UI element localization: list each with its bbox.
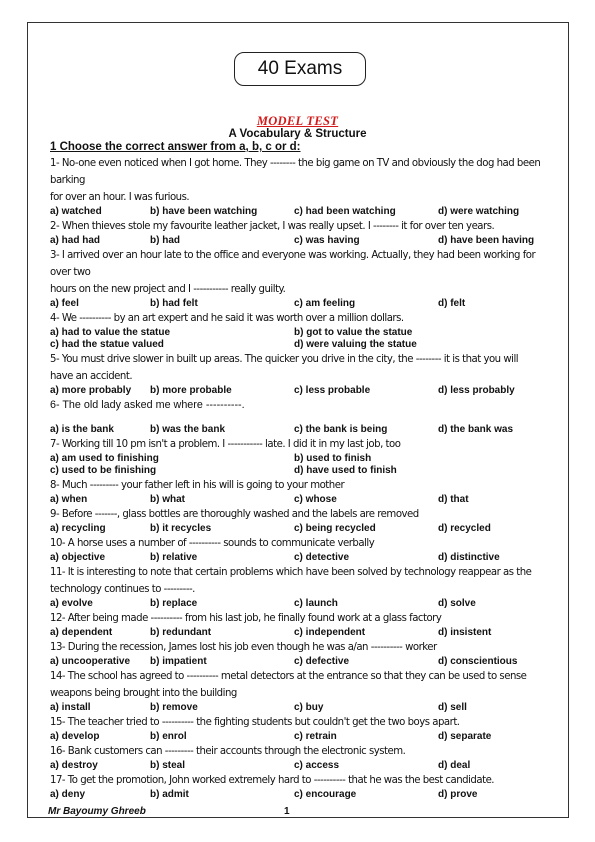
answer-option[interactable]: a) am used to finishing (50, 453, 159, 464)
question-text: weapons being brought into the building (50, 688, 237, 699)
answer-option[interactable]: b) got to value the statue (294, 327, 413, 338)
answer-option[interactable]: b) had felt (150, 298, 198, 309)
options-row (50, 627, 560, 639)
answer-option[interactable]: b) remove (150, 702, 198, 713)
question-item (50, 714, 560, 743)
question-text: 11- It is interesting to note that certain problems which have been solved by technology reappear as the (50, 567, 532, 578)
answer-option[interactable]: d) have been having (438, 235, 535, 246)
answer-option[interactable]: d) felt (438, 298, 466, 309)
answer-option[interactable]: c) the bank is being (294, 424, 388, 435)
answer-option[interactable]: d) solve (438, 598, 476, 609)
options-row (50, 206, 560, 218)
question-text: 7- Working till 10 pm isn't a problem. I ----------- late. I did it in my last job, too (50, 439, 401, 450)
answer-option[interactable]: a) dependent (50, 627, 113, 638)
section-heading: A Vocabulary & Structure (228, 128, 367, 140)
answer-option[interactable]: c) independent (294, 627, 366, 638)
answer-option[interactable]: b) it recycles (150, 523, 212, 534)
answer-option[interactable]: d) that (438, 494, 469, 505)
options-row (50, 235, 560, 247)
answer-option[interactable]: c) access (294, 760, 340, 771)
question-item (50, 610, 560, 639)
answer-option[interactable]: c) buy (294, 702, 324, 713)
answer-option[interactable]: c) encourage (294, 789, 357, 800)
answer-option[interactable]: d) separate (438, 731, 492, 742)
answer-option[interactable]: b) replace (150, 598, 198, 609)
answer-option[interactable]: d) distinctive (438, 552, 500, 563)
answer-option[interactable]: c) retrain (294, 731, 337, 742)
question-item (50, 564, 560, 610)
question-text: 1- No-one even noticed when I got home. They -------- the big game on TV and obviously the dog had been barking (50, 158, 541, 186)
exam-title: 40 Exams (257, 58, 343, 79)
options-row (50, 424, 560, 436)
question-item (50, 310, 560, 351)
exam-title-box (234, 52, 366, 86)
answer-option[interactable]: c) had the statue valued (50, 339, 164, 350)
answer-option[interactable]: a) more probably (50, 385, 132, 396)
question-item (50, 155, 560, 218)
answer-option[interactable]: b) more probable (150, 385, 232, 396)
instruction: 1 Choose the correct answer from a, b, c or d: (50, 141, 301, 153)
question-item (50, 247, 560, 310)
question-text: 15- The teacher tried to ---------- the fighting students but couldn't get the two boys apart. (50, 717, 460, 728)
answer-option[interactable]: b) redundant (150, 627, 212, 638)
answer-option[interactable]: b) enrol (150, 731, 187, 742)
footer-author: Mr Bayoumy Ghreeb (48, 806, 146, 817)
answer-option[interactable]: d) the bank was (438, 424, 514, 435)
options-row (50, 598, 560, 610)
answer-option[interactable]: c) was having (294, 235, 360, 246)
answer-option[interactable]: a) deny (50, 789, 86, 800)
answer-option[interactable]: b) had (150, 235, 180, 246)
answer-option[interactable]: c) used to be finishing (50, 465, 157, 476)
options-row (50, 760, 560, 772)
answer-option[interactable]: a) evolve (50, 598, 93, 609)
question-text: 10- A horse uses a number of ---------- sounds to communicate verbally (50, 538, 375, 549)
answer-option[interactable]: d) less probably (438, 385, 515, 396)
answer-option[interactable]: c) launch (294, 598, 338, 609)
answer-option[interactable]: b) steal (150, 760, 186, 771)
answer-option[interactable]: d) deal (438, 760, 471, 771)
answer-option[interactable]: b) have been watching (150, 206, 258, 217)
options-row (50, 327, 560, 339)
answer-option[interactable]: b) used to finish (294, 453, 372, 464)
options-row (50, 494, 560, 506)
answer-option[interactable]: b) relative (150, 552, 198, 563)
options-row (50, 385, 560, 397)
answer-option[interactable]: b) was the bank (150, 424, 226, 435)
question-text: for over an hour. I was furious. (50, 192, 190, 203)
model-test-heading: MODEL TEST (256, 114, 339, 128)
answer-option[interactable]: a) watched (50, 206, 102, 217)
answer-option[interactable]: a) recycling (50, 523, 106, 534)
answer-option[interactable]: a) feel (50, 298, 79, 309)
question-text: 14- The school has agreed to ---------- metal detectors at the entrance so that they can be used to sense (50, 671, 527, 682)
answer-option[interactable]: c) whose (294, 494, 337, 505)
question-text: have an accident. (50, 371, 133, 382)
options-row (50, 789, 560, 801)
question-text: 17- To get the promotion, John worked extremely hard to ---------- that he was the best candidate. (50, 775, 495, 786)
question-item (50, 668, 560, 714)
page-number: 1 (284, 806, 290, 817)
question-text: hours on the new project and I ----------- really guilty. (50, 284, 286, 295)
question-text: 4- We ---------- by an art expert and he said it was worth over a million dollars. (50, 313, 404, 324)
answer-option[interactable]: a) objective (50, 552, 106, 563)
answer-option[interactable]: b) admit (150, 789, 189, 800)
question-item (50, 436, 560, 477)
options-row (50, 339, 560, 351)
answer-option[interactable]: a) install (50, 702, 91, 713)
options-row (50, 731, 560, 743)
answer-option[interactable]: c) defective (294, 656, 350, 667)
options-row (50, 523, 560, 535)
question-item (50, 506, 560, 535)
question-text: 12- After being made ---------- from his last job, he finally found work at a glass factory (50, 613, 442, 624)
question-text: 13- During the recession, James lost his job even though he was a/an ---------- worker (50, 642, 437, 653)
answer-option[interactable]: c) being recycled (294, 523, 376, 534)
question-item (50, 772, 560, 801)
answer-option[interactable]: a) develop (50, 731, 100, 742)
answer-option[interactable]: a) uncooperative (50, 656, 131, 667)
answer-option[interactable]: a) is the bank (50, 424, 114, 435)
answer-option[interactable]: d) recycled (438, 523, 491, 534)
answer-option[interactable]: c) had been watching (294, 206, 396, 217)
answer-option[interactable]: b) what (150, 494, 185, 505)
options-row (50, 656, 560, 668)
answer-option[interactable]: c) detective (294, 552, 350, 563)
question-item (50, 639, 560, 668)
answer-option[interactable]: d) were valuing the statue (294, 339, 417, 350)
questions-list (50, 155, 560, 801)
question-item (50, 218, 560, 247)
options-row (50, 702, 560, 714)
answer-option[interactable]: d) insistent (438, 627, 492, 638)
question-item (50, 397, 560, 436)
question-text: 2- When thieves stole my favourite leather jacket, I was really upset. I -------- it for over ten years. (50, 221, 495, 232)
options-row (50, 453, 560, 465)
question-text: 16- Bank customers can --------- their accounts through the electronic system. (50, 746, 406, 757)
question-text: technology continues to ---------. (50, 584, 195, 595)
answer-option[interactable]: a) destroy (50, 760, 98, 771)
answer-option[interactable]: c) am feeling (294, 298, 356, 309)
answer-option[interactable]: d) sell (438, 702, 467, 713)
question-item (50, 477, 560, 506)
answer-option[interactable]: d) were watching (438, 206, 520, 217)
options-row (50, 298, 560, 310)
answer-option[interactable]: a) had to value the statue (50, 327, 171, 338)
question-item (50, 743, 560, 772)
question-text: 6- The old lady asked me where ----------. (50, 399, 245, 411)
answer-option[interactable]: c) less probable (294, 385, 371, 396)
options-row (50, 552, 560, 564)
question-text: 8- Much --------- your father left in his will is going to your mother (50, 480, 345, 491)
question-text: 5- You must drive slower in built up areas. The quicker you drive in the city, the -------- it is that you will (50, 354, 519, 365)
answer-option[interactable]: d) conscientious (438, 656, 518, 667)
options-row (50, 465, 560, 477)
answer-option[interactable]: a) had had (50, 235, 101, 246)
question-item (50, 351, 560, 397)
answer-option[interactable]: d) prove (438, 789, 478, 800)
answer-option[interactable]: d) have used to finish (294, 465, 397, 476)
answer-option[interactable]: b) impatient (150, 656, 207, 667)
answer-option[interactable]: a) when (50, 494, 88, 505)
question-item (50, 535, 560, 564)
question-text: 3- I arrived over an hour late to the office and everyone was working. Actually, they had been working for over two (50, 250, 536, 278)
question-text: 9- Before -------, glass bottles are thoroughly washed and the labels are removed (50, 509, 419, 520)
